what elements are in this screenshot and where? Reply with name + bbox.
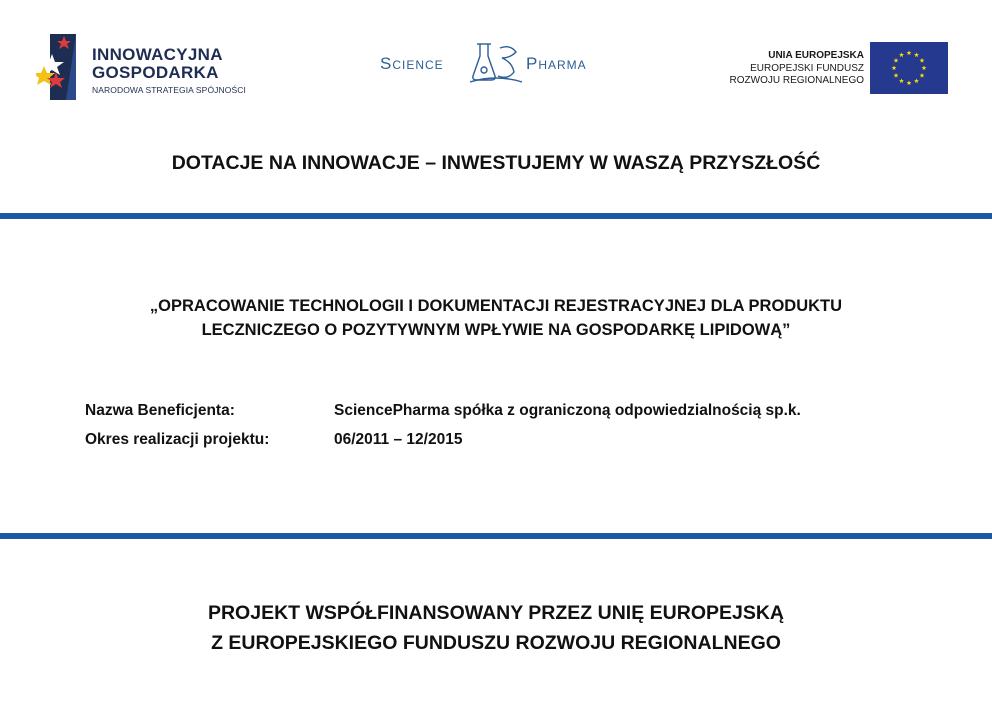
stars-logo-icon (36, 32, 88, 104)
ue-line2: EUROPEJSKI FUNDUSZ (750, 63, 864, 74)
beneficiary-label: Nazwa Beneficjenta: (85, 402, 235, 419)
period-value: 06/2011 – 12/2015 (334, 431, 463, 448)
unia-europejska-logo (700, 40, 952, 96)
innowacyjna-gospodarka-logo (36, 32, 256, 104)
funding-statement (0, 598, 992, 658)
project-title-line1: „OPRACOWANIE TECHNOLOGII I DOKUMENTACJI REJESTRACYJNEJ DLA PRODUKTU (149, 297, 843, 315)
funding-line1: PROJEKT WSPÓŁFINANSOWANY PRZEZ UNIĘ EUROPEJSKĄ (207, 602, 785, 624)
project-title-line2: LECZNICZEGO O POZYTYWNYM WPŁYWIE NA GOSPODARKĘ LIPIDOWĄ” (201, 321, 791, 339)
ue-line3: ROZWOJU REGIONALNEGO (729, 75, 864, 86)
flask-monogram-icon (470, 40, 522, 84)
sp-word-science: Science (380, 54, 444, 73)
eu-flag-icon (870, 42, 948, 94)
page-headline: DOTACJE NA INNOWACJE – INWESTUJEMY W WASZĄ PRZYSZŁOŚĆ (171, 152, 821, 174)
period-label: Okres realizacji projektu: (85, 431, 270, 448)
ue-line1: UNIA EUROPEJSKA (768, 50, 864, 61)
ig-line2: GOSPODARKA (92, 63, 219, 82)
project-title (40, 294, 952, 342)
beneficiary-value: SciencePharma spółka z ograniczoną odpowiedzialnością sp.k. (334, 402, 801, 419)
sp-word-pharma: Pharma (526, 54, 587, 73)
bottom-divider (0, 533, 992, 539)
science-pharma-logo (378, 40, 618, 88)
ig-line3: NARODOWA STRATEGIA SPÓJNOŚCI (92, 85, 246, 95)
ig-line1: INNOWACYJNA (92, 45, 223, 64)
top-divider (0, 213, 992, 219)
funding-line2: Z EUROPEJSKIEGO FUNDUSZU ROZWOJU REGIONALNEGO (211, 632, 781, 654)
